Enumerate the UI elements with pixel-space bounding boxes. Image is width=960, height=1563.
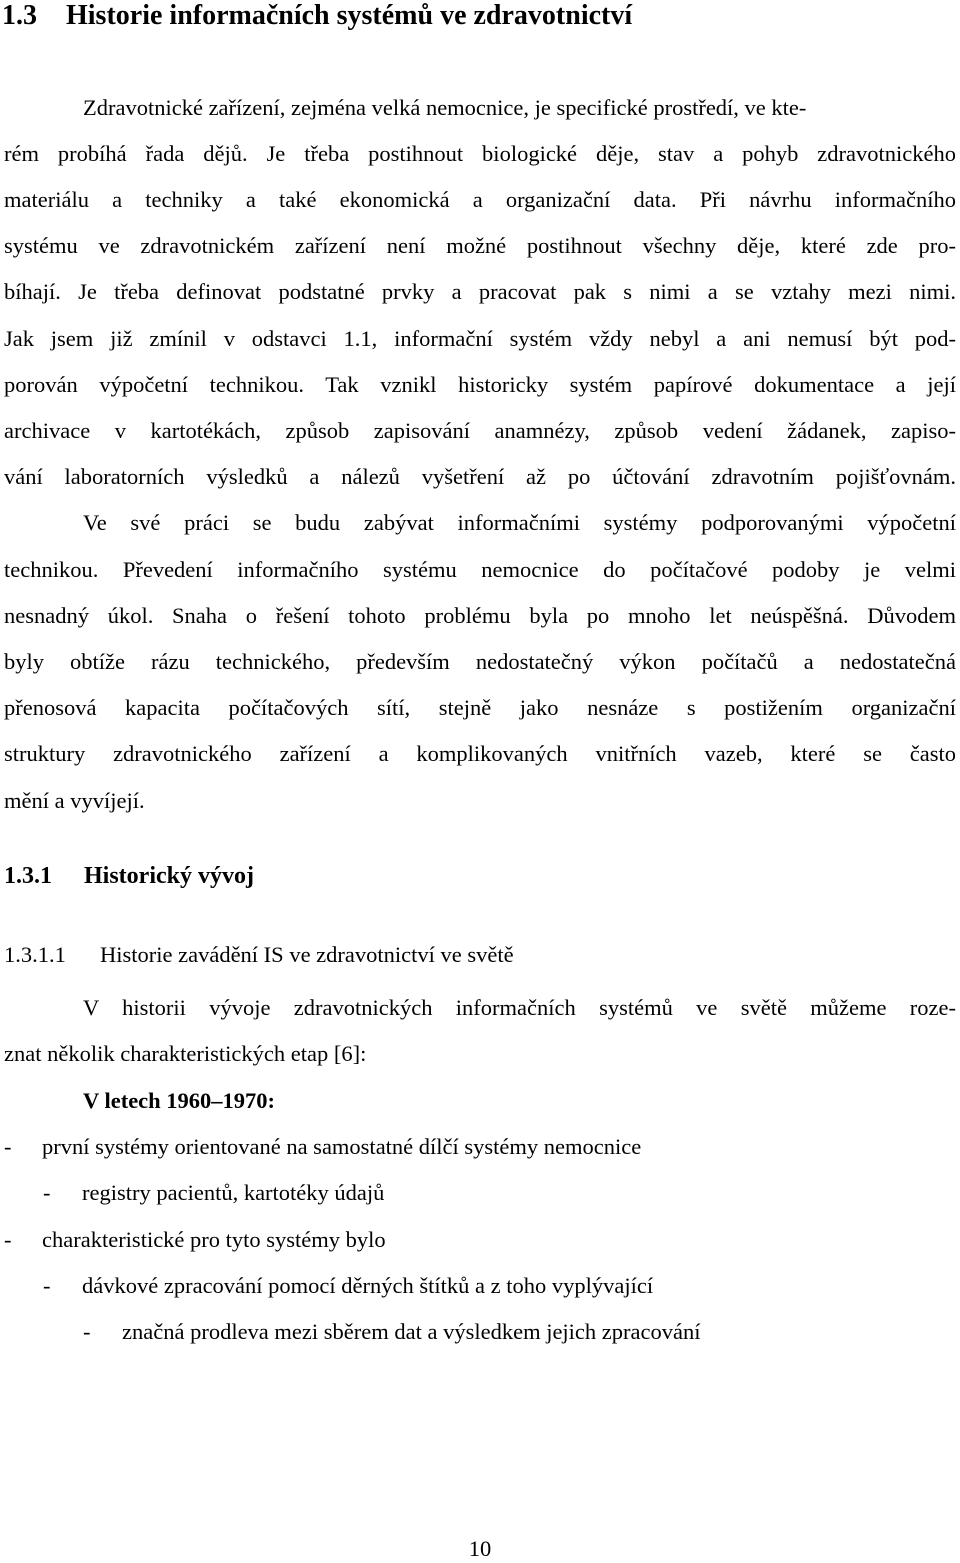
paragraph-2-line: technikou. Převedení informačního systému nemocnice do počítačové podoby je velmi xyxy=(4,557,956,582)
section-heading xyxy=(2,0,632,32)
list-dash: - xyxy=(4,1134,12,1159)
list-item-text: charakteristické pro tyto systémy bylo xyxy=(42,1227,386,1252)
subsection-number: 1.3.1 xyxy=(4,863,52,889)
list-item xyxy=(4,1133,641,1161)
paragraph-1-line: materiálu a techniky a také ekonomická a organizační data. Při návrhu informačního xyxy=(4,187,956,212)
subsubsection-number: 1.3.1.1 xyxy=(4,942,66,967)
list-dash: - xyxy=(43,1273,51,1298)
subsubsection-heading xyxy=(4,941,514,969)
paragraph-1-line: archivace v kartotékách, způsob zapisování anamnézy, způsob vedení žádanek, zapiso- xyxy=(4,418,956,443)
list-item xyxy=(83,1318,701,1346)
paragraph-2-line: struktury zdravotnického zařízení a komplikovaných vnitřních vazeb, které se často xyxy=(4,741,956,766)
paragraph-1-line: bíhají. Je třeba definovat podstatné prvky a pracovat pak s nimi a se vztahy mezi nimi. xyxy=(4,279,956,304)
subsection-heading xyxy=(4,861,254,891)
list-item xyxy=(43,1272,653,1300)
list-item-text: dávkové zpracování pomocí děrných štítků a z toho vyplývající xyxy=(82,1273,654,1298)
list-item xyxy=(4,1226,386,1254)
list-item-text: registry pacientů, kartotéky údajů xyxy=(82,1180,385,1205)
paragraph-1-line: vání laboratorních výsledků a nálezů vyšetření až po účtování zdravotním pojišťovnám. xyxy=(4,464,956,489)
list-item xyxy=(43,1179,384,1207)
list-dash: - xyxy=(43,1180,51,1205)
paragraph-2-line: nesnadný úkol. Snaha o řešení tohoto problému byla po mnoho let neúspěšná. Důvodem xyxy=(4,603,956,628)
paragraph-3-line: znat několik charakteristických etap [6]: xyxy=(4,1041,367,1066)
page-number: 10 xyxy=(468,1536,492,1561)
period-heading: V letech 1960–1970: xyxy=(83,1088,276,1113)
subsubsection-title: Historie zavádění IS ve zdravotnictví ve světě xyxy=(100,942,514,967)
paragraph-1-line: rém probíhá řada dějů. Je třeba postihnout biologické děje, stav a pohyb zdravotnického xyxy=(4,141,956,166)
paragraph-1-line: Jak jsem již zmínil v odstavci 1.1, informační systém vždy nebyl a ani nemusí být pod- xyxy=(4,326,956,351)
section-title: Historie informačních systémů ve zdravotnictví xyxy=(66,0,633,31)
paragraph-2-line: přenosová kapacita počítačových sítí, stejně jako nesnáze s postižením organizační xyxy=(4,695,956,720)
paragraph-3-line: V historii vývoje zdravotnických informačních systémů ve světě můžeme roze- xyxy=(83,995,956,1020)
paragraph-2-line: mění a vyvíjejí. xyxy=(4,788,145,813)
section-number: 1.3 xyxy=(2,0,37,31)
paragraph-2-line: byly obtíže rázu technického, především nedostatečný výkon počítačů a nedostatečná xyxy=(4,649,956,674)
list-item-text: první systémy orientované na samostatné dílčí systémy nemocnice xyxy=(42,1134,642,1159)
subsection-title: Historický vývoj xyxy=(84,863,254,889)
list-dash: - xyxy=(4,1227,12,1252)
list-dash: - xyxy=(83,1319,91,1344)
paragraph-1-line: porován výpočetní technikou. Tak vznikl historicky systém papírové dokumentace a její xyxy=(4,372,956,397)
paragraph-1-line: systému ve zdravotnickém zařízení není možné postihnout všechny děje, které zde pro- xyxy=(4,233,956,258)
paragraph-1-line: Zdravotnické zařízení, zejména velká nemocnice, je specifické prostředí, ve kte- xyxy=(83,95,807,120)
list-item-text: značná prodleva mezi sběrem dat a výsledkem jejich zpracování xyxy=(122,1319,701,1344)
paragraph-2-line: Ve své práci se budu zabývat informačními systémy podporovanými výpočetní xyxy=(83,510,956,535)
